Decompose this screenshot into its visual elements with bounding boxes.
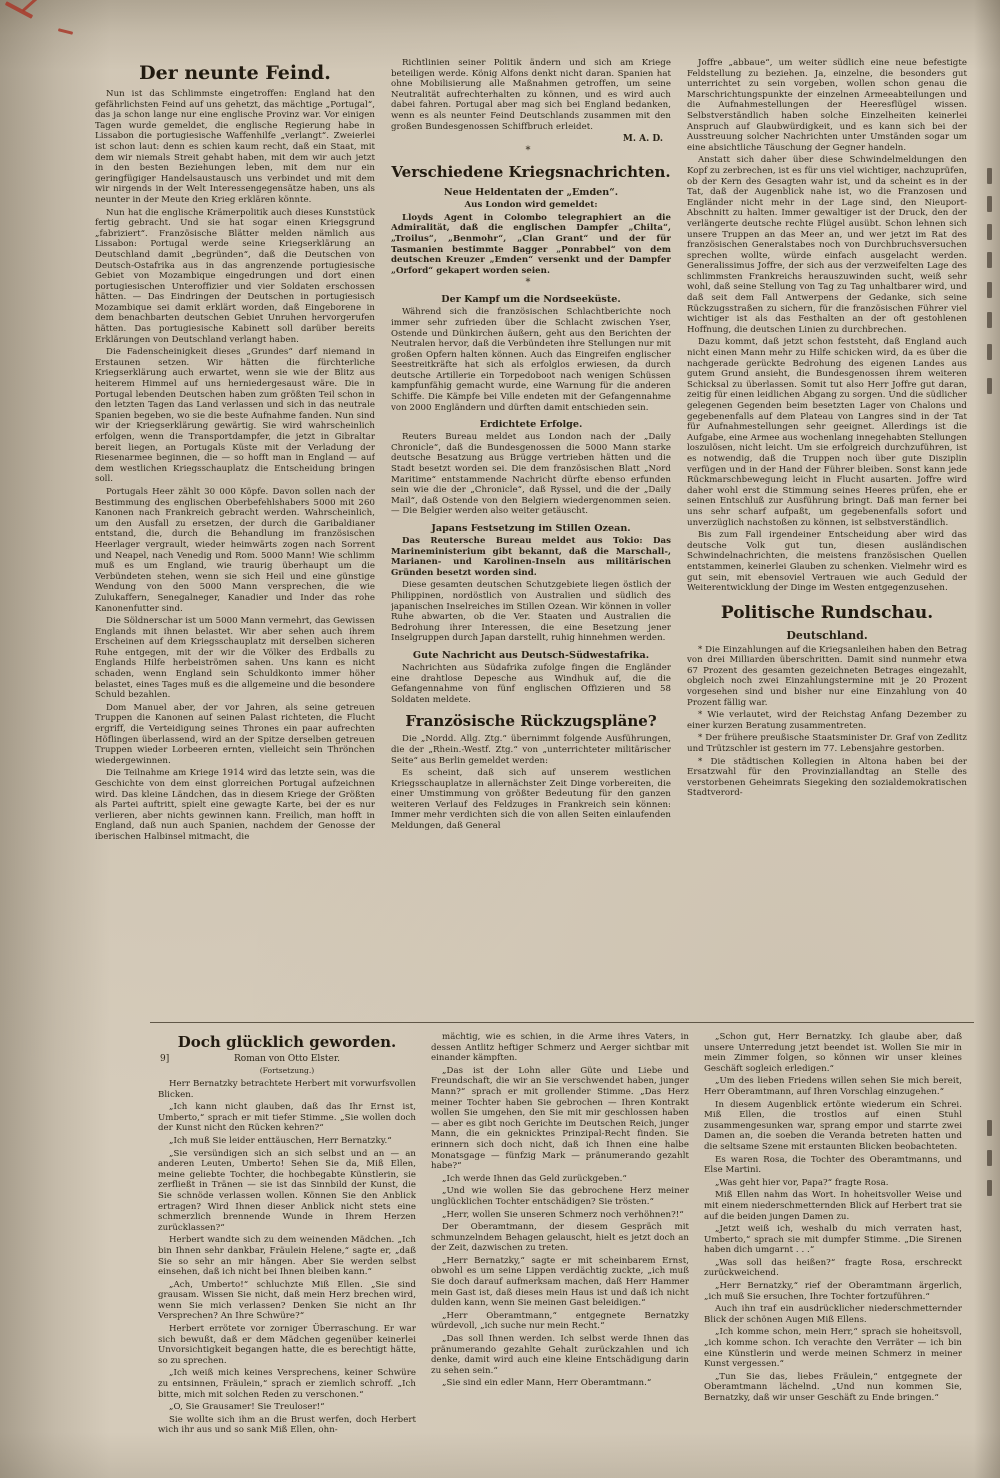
installment-number: 9] (160, 1054, 170, 1064)
paragraph: „Ich komme schon, mein Herr,“ sprach sie hoheitsvoll, „ich komme schon. Ich verachte den Verräter — ich bin eine Künstlerin und werde meinen Schmerz in meiner Kunst vergessen.“ (704, 1327, 962, 1370)
paragraph: * Die Einzahlungen auf die Kriegsanleihen haben den Betrag von drei Milliarden überschritten. Damit sind nunmehr etwa 67 Prozent des gesamten gezeichneten Betrages eingezahlt, obgleich noch zwei Einzahlungstermine mit je 20 Prozent vorgesehen sind und bisher nur eine Einzahlung von 40 Prozent fällig war. (687, 644, 967, 708)
paragraph: „Schon gut, Herr Bernatzky. Ich glaube aber, daß unsere Unterredung jetzt beendet ist. Wollen Sie mir in mein Zimmer folgen, so können wir unser kleines Geschäft sogleich erledigen.“ (704, 1032, 962, 1074)
paragraph: „Das soll Ihnen werden. Ich selbst werde Ihnen das pränumerando gezahlte Gehalt zurückzahlen und ich denke, damit wird auch eine kleine Entschädigung darin zu sehen sein.“ (431, 1334, 689, 1376)
paragraph: Reuters Bureau meldet aus London nach der „Daily Chronicle“, daß die Bundesgenossen die 5000 Mann starke deutsche Besatzung aus Brügge vertrieben hätten und die Stadt besetzt worden sei. Die dem französischen Blatt „Nord Maritime“ entstammende Nachricht dürfte ebenso erfunden sein wie die der „Chronicle“, daß Ryssel, und die der „Daily Mail“, daß Ostende von den Belgiern wiedergenommen seien. — Die Belgier werden also weiter getäuscht. (391, 432, 671, 517)
rundschau-items (687, 645, 967, 799)
paragraph: „Ich weiß mich keines Versprechens, keiner Schwüre zu entsinnen, Fräulein,“ sprach er ziemlich schroff. „Ich bitte, mich mit solchen Reden zu verschonen.“ (158, 1368, 416, 1400)
headline-der-neunte-feind: Der neunte Feind. (139, 62, 331, 84)
paragraph: Miß Ellen nahm das Wort. In hoheitsvoller Weise und mit einem niederschmetternden Blick auf Herbert trat sie auf die beiden jungen Damen zu. (704, 1190, 962, 1222)
article-japan (391, 580, 671, 644)
paragraph: Bis zum Fall irgendeiner Entscheidung aber wird das deutsche Volk gut tun, diesen ausländischen Schwindelnachrichten, die meistens französischen Quellen entstammen, keinerlei Glauben zu schenken. Vielmehr wird es gut sein, mit ebensoviel Vertrauen wie auch Geduld der Weiterentwicklung der Dinge im Westen entgegenzusehen. (687, 530, 967, 594)
paragraph: Die Teilnahme am Kriege 1914 wird das letzte sein, was die Geschichte von dem einst glorreichen Portugal aufzeichnen wird. Das kleine Ländchen, das in diesem Kriege der Größten als Partei auftritt, spielt eine gewagte Karte, bei der es nur verlieren, aber nichts gewinnen kann. Freilich, man hofft in England, daß nun auch Spanien, nachdem der Genosse der iberischen Halbinsel mitmacht, die (95, 768, 375, 842)
paragraph: „Und wie wollen Sie das gebrochene Herz meiner unglücklichen Tochter entschädigen? Sie trösten.“ (431, 1186, 689, 1207)
paragraph: Es scheint, daß sich auf unserem westlichen Kriegsschauplatze in allernächster Zeit Dinge vorbereiten, die einer Umstimmung von größter Bedeutung für den ganzen weiteren Verlauf des Feldzuges in Frankreich sein können: Immer mehr verdichten sich die von allen Seiten einlaufenden Meldungen, daß General (391, 768, 671, 832)
paragraph: „Was geht hier vor, Papa?“ fragte Rosa. (715, 1177, 889, 1188)
article-suedwestafrika (391, 663, 671, 705)
subhead-nordseekueste: Der Kampf um die Nordseeküste. (441, 294, 621, 306)
paragraph: „Ach, Umberto!“ schluchzte Miß Ellen. „Sie sind grausam. Wissen Sie nicht, daß mein Herz brechen wird, wenn Sie mich verlassen? Denken Sie nicht an Ihr Versprechen? An Ihre Schwüre?“ (158, 1279, 416, 1322)
feuilleton-column-1 (158, 1032, 416, 1478)
paragraph: Herbert errötete vor zorniger Überraschung. Er war sich bewußt, daß er dem Mädchen gegenüber keinerlei Unvorsichtigkeit begangen hatte, die es berechtigt hätte, so zu sprechen. (158, 1324, 416, 1366)
paragraph: „Ich kann nicht glauben, daß das Ihr Ernst ist, Umberto,“ sprach er mit tiefer Stimme. „Sie wollen doch der Kunst nicht den Rücken kehren?“ (158, 1102, 416, 1134)
paragraph: Richtlinien seiner Politik ändern und sich am Kriege beteiligen werde. König Alfons denkt nicht daran. Spanien hat ohne Mobilisierung alle Maßnahmen getroffen, um seine Neutralität aufrechterhalten zu können, und es wird auch dabei fahren. Portugal aber mag sich bei England bedanken, wenn es als neunter Feind Deutschlands zusammen mit den großen Bundesgenossen Schiffbruch erleidet. (391, 58, 671, 132)
author-initials: M. A. D. (622, 134, 663, 145)
paragraph: Anstatt sich daher über diese Schwindelmeldungen den Kopf zu zerbrechen, ist es für uns viel wichtiger, nachzuprüfen, ob der Kern des Gesagten wahr ist, und da scheint es in der Tat, daß der Augenblick nahe ist, wo die Franzosen und Engländer nicht mehr in der Lage sind, den Nieuport-Abschnitt zu halten. Immer gewaltiger ist der Druck, den der verlängerte deutsche rechte Flügel ausübt. Schon lehnen sich unsere Truppen an das Meer an, und wer jetzt im Rat des französischen Generalstabes noch von Durchbruchsversuchen sprechen wollte, würde einfach ausgelacht werden. Generalissimus Joffre, der sich aus der verzweifelten Lage des schlimmsten Frankreichs herauszuwinden sucht, weiß sehr wohl, daß seine Stellung von Tag zu Tag unhaltbarer wird, und daß seit dem Fall Antwerpens der Gedanke, sich seine Rückzugsstraßen zu sichern, für die französischen Führer viel wichtiger ist als das Festhalten an der oft gestohlenen Hoffnung, die deutschen Linien zu durchbrechen. (687, 155, 967, 335)
paragraph: „Jetzt weiß ich, weshalb du mich verraten hast, Umberto,“ sprach sie mit dumpfer Stimme. „Die Sirenen haben dich umgarnt . . .“ (704, 1224, 962, 1256)
page-edge-mark (987, 252, 992, 268)
page-edge-mark (987, 196, 992, 212)
article-rueckzugsplaene (391, 734, 671, 831)
paragraph: mächtig, wie es schien, in die Arme ihres Vaters, in dessen Antlitz heftiger Schmerz und Aerger sichtbar mit einander kämpften. (431, 1032, 689, 1064)
paragraph: Die „Nordd. Allg. Ztg.“ übernimmt folgende Ausführungen, die der „Rhein.-Westf. Ztg.“ von „unterrichteter militärischer Seite“ aus Berlin gemeldet werden: (391, 734, 671, 766)
paragraph: „Herr Bernatzky,“ sagte er mit scheinbarem Ernst, obwohl es um seine Lippen verdächtig zuckte, „ich muß Sie doch darauf aufmerksam machen, daß Herr Hammer mein Gast ist, daß dieses mein Haus ist und daß ich nicht dulden kann, wenn Sie meinen Gast beleidigen.“ (431, 1255, 689, 1309)
feuilleton-byline: Roman von Otto Elster. (234, 1054, 340, 1064)
column-left (95, 58, 375, 1014)
page-edge-mark (987, 312, 992, 328)
paragraph: Diese gesamten deutschen Schutzgebiete liegen östlich der Philippinen, nordöstlich von Australien und südlich des japanischen Inselreiches im Stillen Ozean. Wir können in voller Ruhe abwarten, ob die Ver. Staaten und Australien die Bedrohung ihrer Interessen, die eine Besetzung jener Inselgruppen durch Japan darstellt, ruhig hinnehmen werden. (391, 580, 671, 644)
paragraph: In diesem Augenblick ertönte wiederum ein Schrei. Miß Ellen, die trostlos auf einen Stuhl zusammengesunken war, sprang empor und starrte zwei Damen an, die soeben die Veranda betreten hatten und die seltsame Szene mit erstaunten Blicken beobachteten. (704, 1099, 962, 1152)
page-edge-mark (987, 168, 992, 184)
feuilleton-columns (158, 1032, 964, 1478)
paragraph: Sie wollte sich ihm an die Brust werfen, doch Herbert wich ihr aus und so sank Miß Ellen, ohn- (158, 1414, 416, 1436)
paragraph: Der Oberamtmann, der diesem Gespräch mit schmunzelndem Behagen gelauscht, hielt es jetzt doch an der Zeit, dazwischen zu treten. (431, 1222, 689, 1254)
paragraph: „Herr Bernatzky,“ rief der Oberamtmann ärgerlich, „ich muß Sie ersuchen, Ihre Tochter fortzuführen.“ (704, 1281, 962, 1302)
page-edge-mark (987, 378, 992, 394)
subhead-suedwestafrika: Gute Nachricht aus Deutsch-Südwestafrika. (412, 649, 650, 661)
article-erdichtete-erfolge (391, 432, 671, 517)
paragraph: Es waren Rosa, die Tochter des Oberamtmanns, und Else Martini. (704, 1154, 962, 1176)
paragraph: Herbert wandte sich zu dem weinenden Mädchen. „Ich bin Ihnen sehr dankbar, Fräulein Helene,“ sagte er, „daß Sie so sehr an mir hängen. Aber Sie werden selbst einsehen, daß ich nicht bei Ihnen bleiben kann.“ (158, 1235, 416, 1278)
page-edge-mark (987, 1180, 992, 1196)
column-right (687, 58, 967, 1014)
article-nordseekueste (391, 307, 671, 413)
paragraph: „Ich muß Sie leider enttäuschen, Herr Bernatzky.“ (169, 1135, 392, 1146)
paragraph: Während sich die französischen Schlachtberichte noch immer sehr zufrieden über die Schlacht zwischen Yser, Ostende und Dünkirchen äußern, geht aus den Berichten der Neutralen hervor, daß die Verbündeten ihre Stellungen nur mit großen Opfern halten können. Auch das Eingreifen englischer Seestreitkräfte hat sich als erfolglos erwiesen, da durch deutsche Artillerie ein Torpedoboot nach wenigen Schüssen kampfunfähig gemacht wurde, eine Warnung für die anderen Schiffe. Die Kämpfe bei Ville endeten mit der Gefangennahme von 2000 Engländern und dürften damit entschieden sein. (391, 307, 671, 413)
red-crop-mark (22, 0, 40, 12)
paragraph: „Ich werde Ihnen das Geld zurückgeben.“ (442, 1173, 627, 1184)
paragraph: „Das ist der Lohn aller Güte und Liebe und Freundschaft, die wir an Sie verschwendet haben, junger Mann?“ sprach er mit grollender Stimme. „Das Herz meiner Tochter haben Sie gebrochen — Ihren Kontrakt wollen Sie umgehen, den Sie mit mir geschlossen haben — aber es gibt noch Gerichte im Deutschen Reich, junger Mann, die ein geknicktes Prinzipal-Recht finden. Sie erinnern sich doch nicht, daß ich Ihnen eine halbe Monatsgage — fünfzig Mark — pränumerando gezahlt habe?“ (431, 1065, 689, 1172)
novel-text-col1 (158, 1079, 416, 1436)
paragraph: Dazu kommt, daß jetzt schon feststeht, daß England auch nicht einen Mann mehr zu Hilfe schicken wird, da es über die nachgerade gerückte Bedrohung des eigenen Landes aus gutem Grund ansieht, die Bundesgenossen ihrem weiteren Schicksal zu überlassen. Somit tut also Herr Joffre gut daran, zeitig für einen leidlichen Abgang zu sorgen. Und die südlicher gelegenen Gegenden beim besetzten Lager von Chalons und gegebenenfalls auf dem Plateau von Langres sind in der Tat für Aufnahmestellungen sehr geeignet. Allerdings ist die Aufgabe, eine Armee aus wochenlang innegehabten Stellungen loszulösen, nicht leicht. Um sie erfolgreich durchzuführen, ist es notwendig, daß die Truppen noch über gute Disziplin verfügen und in der Hand der Führer bleiben. Sonst kann jede Rückmarschbewegung leicht in Flucht ausarten. Joffre wird daher wohl erst die Stimmung seines Heeres prüfen, ehe er seinen Entschluß zur Ausführung bringt. Daß man ferner bei uns sehr scharf aufpaßt, um gegebenenfalls sofort und unverzüglich nachstoßen zu können, ist selbstverständlich. (687, 337, 967, 528)
paragraph: „Was soll das heißen?“ fragte Rosa, erschreckt zurückweichend. (704, 1257, 962, 1279)
paragraph: Auch ihn traf ein ausdrücklicher niederschmetternder Blick der schönen Augen Miß Ellens. (704, 1304, 962, 1325)
feuilleton-column-2 (431, 1032, 689, 1478)
paragraph: Nun hat die englische Krämerpolitik auch dieses Kunststück fertig gebracht. Und sie hat sogar einen Kriegsgrund „fabriziert“. Französische Blätter melden nämlich aus Lissabon: Portugal werde seine Kriegserklärung an Deutschland damit „begründen“, daß die Deutschen von Deutsch-Ostafrika aus in das angrenzende portugiesische Gebiet von Mozambique eingedrungen und dort einen portugiesischen Unteroffizier und vier Soldaten erschossen hätten. — Das Eindringen der Deutschen in portugiesisch Mozambique sei damit erklärt worden, daß Eingeborene in dem benachbarten deutschen Gebiet Unruhen hervorgerufen hätten. Das portugiesische Kabinett soll darüber bereits Erklärungen von Deutschland verlangt haben. (95, 207, 375, 345)
headline-rueckzugsplaene: Französische Rückzugspläne? (405, 712, 657, 731)
section-divider-rule (150, 1022, 974, 1023)
subhead-emden: Neue Heldentaten der „Emden“. (443, 187, 619, 199)
paragraph: Nachrichten aus Südafrika zufolge fingen die Engländer eine drahtlose Depesche aus Windhuk auf, die die Gefangennahme von fünf englischen Offizieren und 58 Soldaten meldete. (391, 662, 671, 705)
section-separator: * (525, 277, 537, 289)
article-lead: Aus London wird gemeldet: (464, 200, 598, 211)
page-edge-mark (987, 224, 992, 240)
feuilleton-headline: Doch glücklich geworden. (177, 1033, 397, 1051)
subhead-deutschland: Deutschland. (786, 628, 868, 642)
article-der-neunte-feind (95, 89, 375, 843)
paragraph: Portugals Heer zählt 30 000 Köpfe. Davon sollen nach der Bestimmung des englischen Oberbefehlshabers 5000 mit 260 Kanonen nach Frankreich gebracht werden. Wahrscheinlich, um den Ausfall zu ersetzen, der durch die Garibaldianer entstand, die, durch die Behandlung im französischen Heerlager vergrault, wieder heimwärts zogen nach Sorrent und Neapel, nach Venedig und Rom. 5000 Mann! Wie schlimm muß es um England, wie traurig überhaupt um die Verbündeten stehen, wenn sie sich Heil und eine günstige Wendung von den 5000 Mann versprechen, die wie Zulukaffern, Senegalneger, Kanadier und Inder das rohe Kanonenfutter sind. (95, 486, 375, 614)
paragraph: „Herr, wollen Sie unseren Schmerz noch verhöhnen?!“ (442, 1209, 684, 1220)
feuilleton-byline-row (158, 1054, 416, 1065)
paragraph: „Sie sind ein edler Mann, Herr Oberamtmann.“ (442, 1378, 652, 1389)
paragraph: Die Fadenscheinigkeit dieses „Grundes“ darf niemand in Erstaunen setzen. Wir hätten die fürchterliche Kriegserklärung auch erwartet, wenn sie wie der Blitz aus heiterem Himmel auf uns herniedergesaust wäre. Die in Portugal lebenden Deutschen haben zum größten Teil schon in den letzten Tagen das Land verlassen und sich in das neutrale Spanien begeben, wo sie die beste Aufnahme fanden. Nun sind wir der Kriegserklärung gewärtig. Sie wird wahrscheinlich erfolgen, wenn die Transportdampfer, die jetzt in Gibraltar bereit liegen, an Portugals Küste mit der Verladung der Riesenarmee beginnen, die — so hofft man in England — auf dem westlichen Kriegsschauplatz die Entscheidung bringen soll. (95, 347, 375, 485)
feuilleton-column-3 (704, 1032, 962, 1478)
continuation-note: (Fortsetzung.) (259, 1066, 315, 1075)
headline-kriegsnachrichten: Verschiedene Kriegsnachrichten. (391, 163, 671, 182)
paragraph: „Um des lieben Friedens willen sehen Sie mich bereit, Herr Oberamtmann, auf Ihren Vorschlag einzugehen.“ (704, 1076, 962, 1097)
page-edge-mark (987, 344, 992, 360)
paragraph: * Wie verlautet, wird der Reichstag Anfang Dezember zu einer kurzen Beratung zusammentreten. (687, 710, 967, 731)
paragraph: „O, Sie Grausamer! Sie Treuloser!“ (169, 1402, 325, 1413)
page-edge-mark (987, 282, 992, 298)
subhead-japan: Japans Festsetzung im Stillen Ozean. (431, 523, 631, 534)
paragraph: * Die städtischen Kollegien in Altona haben bei der Ersatzwahl für den Provinziallandtag an Stelle des verstorbenen Geheimrats Siegeking den sozialdemokratischen Stadtverord- (687, 756, 967, 799)
paragraph: Herr Bernatzky betrachtete Herbert mit vorwurfsvollen Blicken. (158, 1079, 416, 1100)
subhead-erdichtete-erfolge: Erdichtete Erfolge. (479, 419, 583, 431)
paragraph: * Der frühere preußische Staatsminister Dr. Graf von Zedlitz und Trützschler ist gestern im 77. Lebensjahre gestorben. (687, 733, 967, 755)
column-middle (391, 58, 671, 1014)
red-crop-mark (58, 28, 73, 35)
page-edge-mark (987, 1150, 992, 1166)
top-columns (95, 58, 967, 1014)
paragraph: Nun ist das Schlimmste eingetroffen: England hat den gefährlichsten Feind auf uns gehetzt, das mächtige „Portugal“, das ja schon lange nur eine englische Provinz war. Vor einigen Tagen wurde gemeldet, die englische Regierung habe in Lissabon die portugiesische Waffenhilfe „verlangt“. Zweierlei ist schon laut: denn es schien kaum recht, daß ein Staat, mit dem wir niemals Streit gehabt haben, mit dem wir auch jetzt in den besten Beziehungen leben, mit dem nur ein geringfügiger Handelsaustausch uns verbindet und mit dem wir nirgends in der Welt Interessengegensätze haben, uns als neunter in der Meute den Krieg erklären könnte. (95, 89, 375, 205)
paragraph: Dom Manuel aber, der vor Jahren, als seine getreuen Truppen die Kanonen auf seinen Palast richteten, die Flucht ergriff, die Verteidigung seines Thrones ein paar aufrechten Höflingen überlassend, wird an der Spitze derselben getreuen Truppen wieder Lorbeeren ernten, vielleicht sein Thrönchen wiedergewinnen. (95, 702, 375, 766)
section-separator: * (525, 145, 537, 157)
article-emden-text: Lloyds Agent in Colombo telegraphiert an die Admiralität, daß die englischen Dampfer „Chilta“, „Troilus“, „Benmohr“, „Clan Grant“ und der für Tasmanien bestimmte Bagger „Ponrabbel“ von dem deutschen Kreuzer „Emden“ versenkt und der Dampfer „Orford“ gekapert worden seien. (391, 212, 671, 276)
novel-text-col3 (704, 1032, 962, 1404)
page-edge-mark (987, 1120, 992, 1136)
article-continuation (391, 58, 671, 132)
novel-text-col2 (431, 1032, 689, 1389)
paragraph: Joffre „abbaue“, um weiter südlich eine neue befestigte Feldstellung zu beziehen. Ja, einzelne, die besonders gut unterrichtet zu sein vorgeben, wollen schon genau die Marschrichtungspunkte der einzelnen Armeeabteilungen und die Aufnahmestellungen der Heeresflügel wissen. Selbstverständlich haben solche Einzelheiten keinerlei Anspruch auf Glaubwürdigkeit, und es kann sich bei der Ausstreuung solcher Nachrichten unter Umständen sogar um eine absichtliche Täuschung der Gegner handeln. (687, 58, 967, 153)
paragraph: „Sie versündigen sich an sich selbst und an — an anderen Leuten, Umberto! Sehen Sie da, Miß Ellen, meine geliebte Tochter, die hochbegabte Künstlerin, sie zerfließt in Tränen — sie ist das Sinnbild der Kunst, die Sie schnöde verlassen wollen. Können Sie den Anblick ertragen? Wird Ihnen dieser Anblick nicht stets eine schmerzlich brennende Wunde in Ihrem Herzen zurücklassen?“ (158, 1148, 416, 1233)
paragraph: Die Söldnerschar ist um 5000 Mann vermehrt, das Gewissen Englands mit ihnen belastet. Wir aber sehen auch ihrem Erscheinen auf dem Kriegsschauplatz mit derselben sicheren Ruhe entgegen, mit der wir die Völker des Erdballs zu Englands Hilfe herbeiströmen sahen. Uns kann es nicht schaden, wenn England sein Schuldkonto immer höher belastet, eines Tages muß es die allgemeine und die besondere Schuld bezahlen. (95, 616, 375, 701)
paragraph: „Herr Oberamtmann,“ entgegnete Bernatzky würdevoll, „ich suche nur mein Recht.“ (431, 1310, 689, 1332)
article-rueckzugsplaene-continuation (687, 58, 967, 594)
headline-politische-rundschau: Politische Rundschau. (720, 602, 934, 623)
article-japan-bold: Das Reutersche Bureau meldet aus Tokio: Das Marineministerium gibt bekannt, daß die Marschall-, Marianen- und Karolinen-Inseln aus militärischen Gründen besetzt worden sind. (391, 536, 671, 578)
paragraph: „Tun Sie das, liebes Fräulein,“ entgegnete der Oberamtmann lächelnd. „Und nun kommen Sie, Bernatzky, daß wir unser Geschäft zu Ende bringen.“ (704, 1371, 962, 1403)
